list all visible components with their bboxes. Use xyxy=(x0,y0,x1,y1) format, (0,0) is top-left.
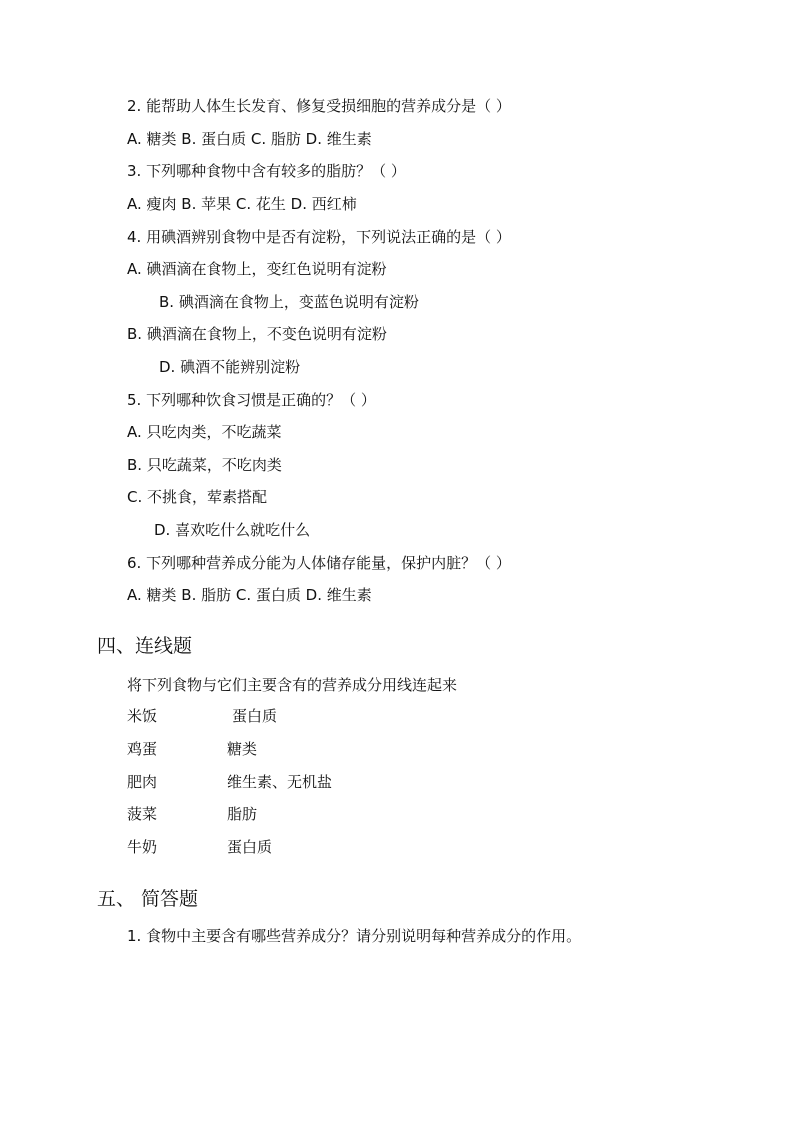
question-3-stem: 3. 下列哪种食物中含有较多的脂肪？（ ） xyxy=(127,162,406,180)
question-2-stem: 2. 能帮助人体生长发育、修复受损细胞的营养成分是（ ） xyxy=(127,97,511,115)
food-item: 牛奶 xyxy=(127,838,158,856)
food-item: 米饭 xyxy=(127,707,158,725)
question-6-stem: 6. 下列哪种营养成分能为人体储存能量，保护内脏？（ ） xyxy=(127,554,511,572)
matching-instruction: 将下列食物与它们主要含有的营养成分用线连起来 xyxy=(127,676,458,694)
question-4-option: A. 碘酒滴在食物上，变红色说明有淀粉 xyxy=(127,260,387,278)
nutrient-item: 糖类 xyxy=(227,740,258,758)
question-3-options: A. 瘦肉 B. 苹果 C. 花生 D. 西红柿 xyxy=(127,195,357,213)
question-4-stem: 4. 用碘酒辨别食物中是否有淀粉，下列说法正确的是（ ） xyxy=(127,228,511,246)
question-4-option: D. 碘酒不能辨别淀粉 xyxy=(159,358,301,376)
nutrient-item: 蛋白质 xyxy=(227,838,273,856)
short-answer-question-1: 1. 食物中主要含有哪些营养成分？请分别说明每种营养成分的作用。 xyxy=(127,927,582,945)
short-answer-heading: 五、 简答题 xyxy=(97,888,199,910)
food-item: 菠菜 xyxy=(127,805,158,823)
question-5-option: D. 喜欢吃什么就吃什么 xyxy=(154,521,311,539)
nutrient-item: 脂肪 xyxy=(227,805,258,823)
question-4-option: B. 碘酒滴在食物上，变蓝色说明有淀粉 xyxy=(159,293,419,311)
question-4-option: B. 碘酒滴在食物上，不变色说明有淀粉 xyxy=(127,325,387,343)
question-6-options: A. 糖类 B. 脂肪 C. 蛋白质 D. 维生素 xyxy=(127,586,372,604)
matching-heading: 四、连线题 xyxy=(97,635,193,657)
question-5-stem: 5. 下列哪种饮食习惯是正确的？（ ） xyxy=(127,391,376,409)
food-item: 肥肉 xyxy=(127,773,158,791)
question-5-option: A. 只吃肉类，不吃蔬菜 xyxy=(127,423,282,441)
question-2-options: A. 糖类 B. 蛋白质 C. 脂肪 D. 维生素 xyxy=(127,130,372,148)
food-item: 鸡蛋 xyxy=(127,740,158,758)
nutrient-item: 蛋白质 xyxy=(232,707,278,725)
nutrient-item: 维生素、无机盐 xyxy=(227,773,333,791)
question-5-option: B. 只吃蔬菜，不吃肉类 xyxy=(127,456,282,474)
question-5-option: C. 不挑食，荤素搭配 xyxy=(127,488,268,506)
